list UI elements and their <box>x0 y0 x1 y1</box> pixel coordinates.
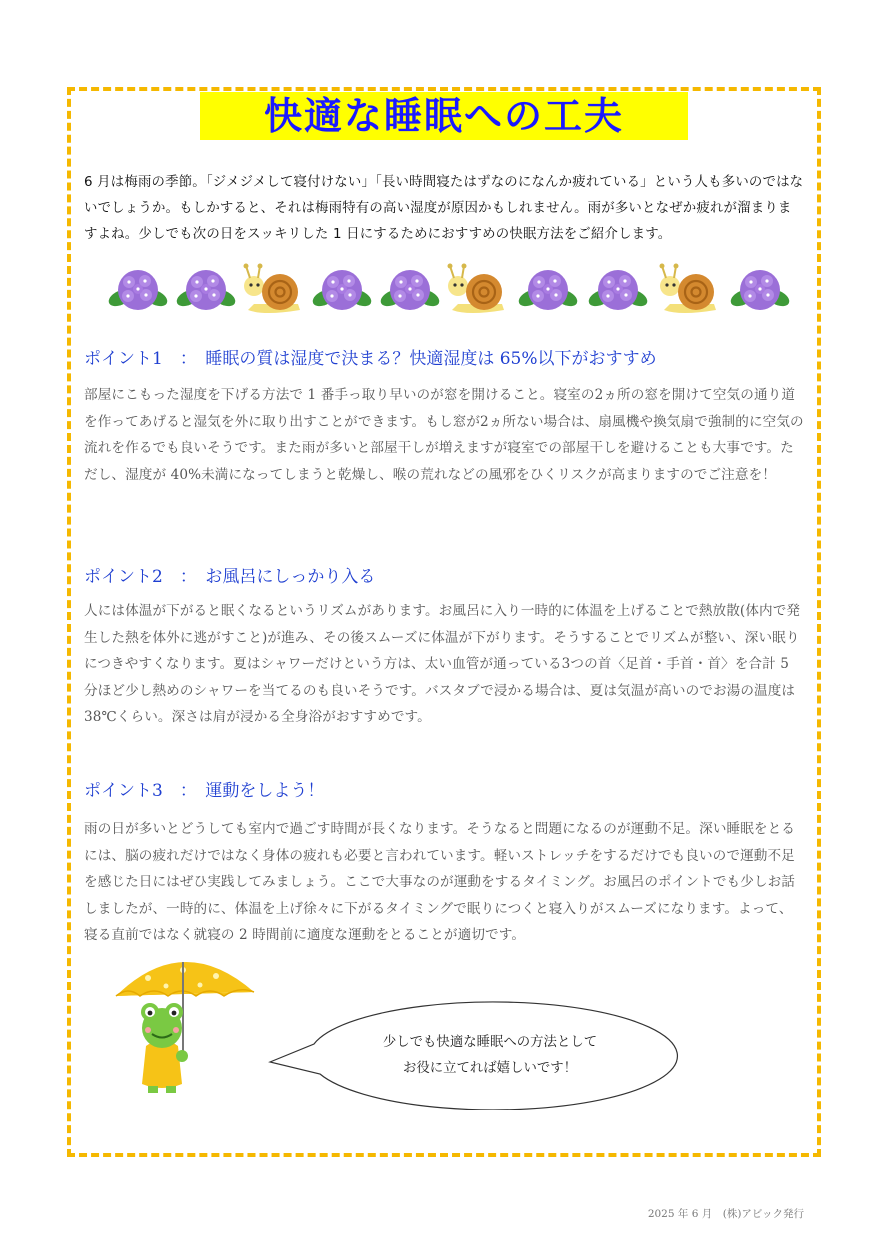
point2-heading: ポイント2 ： お風呂にしっかり入る <box>84 567 376 587</box>
point3-body: 雨の日が多いとどうしても室内で過ごす時間が長くなります。そうなると問題になるのが運動不足。深い睡眠をとるには、脳の疲れだけではなく身体の疲れも必要と言われています。軽いストレッチをするだけでも良いので運動不足を感じた日にはぜひ実践してみましょう。ここで大事なのが運動をするタイミング。お風呂のポイントでも少しお話しましたが、一時的に、体温を上げ徐々に下がるタイミングで眠りにつくと寝入りがスムーズになります。よって、寝る直前ではなく就寝の 2 時間前に適度な運動をとることが適切です。 <box>84 821 795 943</box>
point3-heading: ポイント3 ： 運動をしよう！ <box>84 781 325 801</box>
page-title: 快適な睡眠への工夫 <box>200 92 688 140</box>
point2-body: 人には体温が下がると眠くなるというリズムがあります。お風呂に入り一時的に体温を上げることで熱放散(体内で発生した熱を体外に逃がすこと)が進み、その後スムーズに体温が下がります。そうすることでリズムが整い、深い眠りにつきやすくなります。夏はシャワーだけという方は、太い血管が通っている3つの首〈足首・手首・首〉を合計 5 分ほど少し熱めのシャワーを当てるのも良いそうです。バスタブで浸かる場合は、夏は気温が高いのでお湯の温度は 38℃くらい。深さは肩が浸かる全身浴がおすすめです。 <box>84 603 801 725</box>
snail-icon <box>448 264 505 314</box>
intro-paragraph: 6 月は梅雨の季節。「ジメジメして寝付けない」「長い時間寝たはずなのになんか疲れている」という人も多いのではないでしょうか。もしかすると、それは梅雨特有の高い湿度が原因かもしれません。雨が多いとなぜか疲れが溜まりますよね。少しでも次の日をスッキリした 1 日にするためにおすすめの快眠方法をご紹介します。 <box>84 175 804 242</box>
frog-umbrella-illustration <box>108 958 268 1098</box>
bubble-line-1: 少しでも快適な睡眠への方法として <box>382 1035 598 1050</box>
bubble-line-2: お役に立てれば嬉しいです！ <box>402 1061 578 1076</box>
snail-icon <box>244 264 301 314</box>
hydrangea-icon <box>108 270 170 310</box>
decoration-row <box>108 262 798 318</box>
snail-icon <box>660 264 717 314</box>
hydrangea-icon <box>516 270 580 310</box>
hydrangea-icon <box>378 270 442 310</box>
speech-bubble-text <box>300 1030 680 1082</box>
publisher-footer: 2025 年 6 月 (株)アビック発行 <box>647 1208 804 1220</box>
point1-body: 部屋にこもった湿度を下げる方法で 1 番手っ取り早いのが窓を開けること。寝室の2ヵ所の窓を開けて空気の通り道を作ってあげると湿気を外に取り出すことができます。もし窓が2ヵ所ない場合は、扇風機や換気扇で強制的に空気の流れを作るでも良いそうです。また雨が多いと部屋干しが増えますが寝室での部屋干しを避けることも大事です。ただし、湿度が 40%未満になってしまうと乾燥し、喉の荒れなどの風邪をひくリスクが高まりますのでご注意を！ <box>84 387 804 483</box>
hydrangea-icon <box>174 270 238 310</box>
hydrangea-icon <box>728 270 792 310</box>
point1-heading: ポイント1 ： 睡眠の質は湿度で決まる？快適湿度は 65%以下がおすすめ <box>84 349 657 369</box>
hydrangea-icon <box>586 270 650 310</box>
hydrangea-icon <box>310 270 374 310</box>
